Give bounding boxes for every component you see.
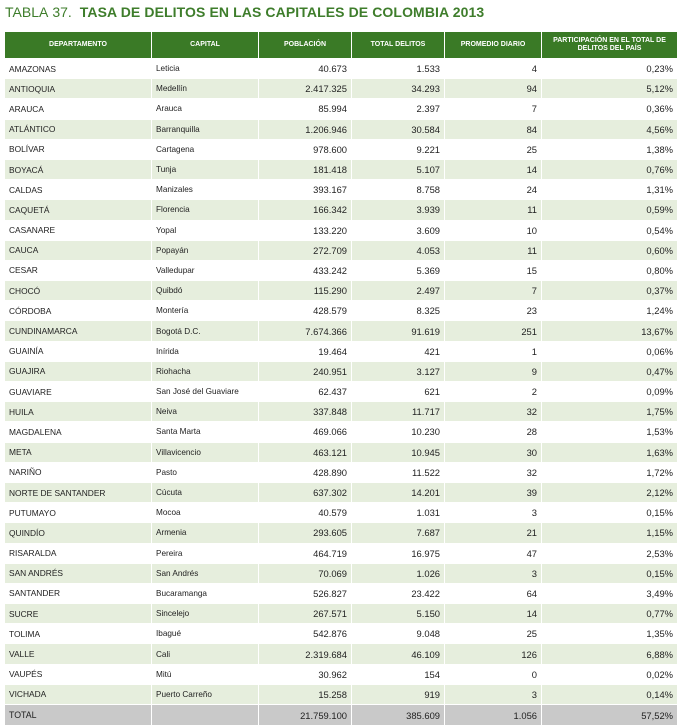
col-header-promedio-diario: PROMEDIO DIARIO [445,32,542,59]
cell-total-delitos: 11.717 [352,402,445,422]
cell-poblacion: 1.206.946 [259,119,352,139]
col-header-poblacion: POBLACIÓN [259,32,352,59]
cell-capital: Puerto Carreño [152,684,259,704]
cell-departamento: SUCRE [5,604,152,624]
cell-promedio-diario: 25 [445,139,542,159]
cell-poblacion: 337.848 [259,402,352,422]
table-row [5,99,678,119]
table-row [5,664,678,684]
cell-total-delitos: 1.026 [352,563,445,583]
cell-poblacion: 2.319.684 [259,644,352,664]
total-promedio: 1.056 [445,705,542,726]
title-prefix: TABLA [5,4,49,20]
cell-total-delitos: 621 [352,382,445,402]
cell-total-delitos: 154 [352,664,445,684]
cell-poblacion: 181.418 [259,159,352,179]
table-row [5,604,678,624]
cell-promedio-diario: 47 [445,543,542,563]
cell-total-delitos: 1.533 [352,59,445,79]
cell-participacion: 1,35% [542,624,678,644]
cell-participacion: 6,88% [542,644,678,664]
table-row [5,482,678,502]
cell-total-delitos: 5.369 [352,260,445,280]
cell-participacion: 0,06% [542,341,678,361]
cell-promedio-diario: 126 [445,644,542,664]
cell-promedio-diario: 3 [445,563,542,583]
cell-poblacion: 40.579 [259,503,352,523]
cell-promedio-diario: 94 [445,79,542,99]
cell-departamento: ARAUCA [5,99,152,119]
table-row [5,180,678,200]
table-row [5,139,678,159]
table-row [5,644,678,664]
cell-departamento: BOLÍVAR [5,139,152,159]
cell-total-delitos: 3.609 [352,220,445,240]
cell-total-delitos: 3.127 [352,361,445,381]
cell-poblacion: 19.464 [259,341,352,361]
cell-promedio-diario: 0 [445,664,542,684]
cell-participacion: 5,12% [542,79,678,99]
cell-capital: Cartagena [152,139,259,159]
cell-total-delitos: 5.150 [352,604,445,624]
cell-total-delitos: 3.939 [352,200,445,220]
cell-promedio-diario: 14 [445,604,542,624]
cell-capital: Sincelejo [152,604,259,624]
cell-total-delitos: 91.619 [352,321,445,341]
cell-departamento: CAUCA [5,240,152,260]
cell-promedio-diario: 23 [445,301,542,321]
table-row [5,240,678,260]
cell-poblacion: 272.709 [259,240,352,260]
cell-participacion: 0,15% [542,503,678,523]
cell-promedio-diario: 4 [445,59,542,79]
cell-participacion: 4,56% [542,119,678,139]
cell-promedio-diario: 25 [445,624,542,644]
cell-departamento: HUILA [5,402,152,422]
cell-departamento: GUAJIRA [5,361,152,381]
table-row [5,503,678,523]
cell-total-delitos: 421 [352,341,445,361]
cell-departamento: GUAVIARE [5,382,152,402]
cell-promedio-diario: 14 [445,159,542,179]
cell-total-delitos: 9.221 [352,139,445,159]
cell-departamento: NARIÑO [5,462,152,482]
table-row [5,260,678,280]
cell-capital: Valledupar [152,260,259,280]
cell-poblacion: 267.571 [259,604,352,624]
cell-promedio-diario: 3 [445,684,542,704]
cell-departamento: AMAZONAS [5,59,152,79]
cell-capital: Santa Marta [152,422,259,442]
table-row [5,422,678,442]
table-row [5,624,678,644]
cell-participacion: 1,31% [542,180,678,200]
total-delitos: 385.609 [352,705,445,726]
cell-total-delitos: 2.497 [352,281,445,301]
cell-total-delitos: 8.325 [352,301,445,321]
cell-promedio-diario: 28 [445,422,542,442]
cell-capital: Barranquilla [152,119,259,139]
cell-promedio-diario: 7 [445,281,542,301]
cell-capital: Pereira [152,543,259,563]
table-row [5,200,678,220]
table-row [5,220,678,240]
cell-promedio-diario: 10 [445,220,542,240]
cell-promedio-diario: 7 [445,99,542,119]
cell-departamento: VICHADA [5,684,152,704]
cell-participacion: 3,49% [542,583,678,603]
total-poblacion: 21.759.100 [259,705,352,726]
cell-capital: Popayán [152,240,259,260]
cell-departamento: CAQUETÁ [5,200,152,220]
cell-departamento: CHOCÓ [5,281,152,301]
cell-participacion: 1,15% [542,523,678,543]
title-text: TASA DE DELITOS EN LAS CAPITALES DE COLOMBIA 2013 [79,4,485,20]
table-row [5,59,678,79]
cell-capital: Riohacha [152,361,259,381]
cell-participacion: 1,38% [542,139,678,159]
cell-departamento: META [5,442,152,462]
cell-promedio-diario: 15 [445,260,542,280]
cell-departamento: TOLIMA [5,624,152,644]
total-capital [152,705,259,726]
table-row [5,301,678,321]
cell-participacion: 1,72% [542,462,678,482]
col-header-total-delitos: TOTAL DELITOS [352,32,445,59]
cell-poblacion: 393.167 [259,180,352,200]
cell-participacion: 2,12% [542,482,678,502]
cell-poblacion: 526.827 [259,583,352,603]
table-row [5,159,678,179]
cell-total-delitos: 4.053 [352,240,445,260]
table-row [5,684,678,704]
cell-promedio-diario: 11 [445,200,542,220]
cell-departamento: CASANARE [5,220,152,240]
cell-departamento: CUNDINAMARCA [5,321,152,341]
cell-participacion: 0,59% [542,200,678,220]
cell-poblacion: 542.876 [259,624,352,644]
cell-total-delitos: 9.048 [352,624,445,644]
cell-total-delitos: 34.293 [352,79,445,99]
cell-promedio-diario: 32 [445,462,542,482]
cell-participacion: 0,36% [542,99,678,119]
cell-total-delitos: 10.230 [352,422,445,442]
cell-total-delitos: 46.109 [352,644,445,664]
cell-departamento: NORTE DE SANTANDER [5,482,152,502]
cell-poblacion: 166.342 [259,200,352,220]
cell-departamento: CESAR [5,260,152,280]
cell-capital: Cali [152,644,259,664]
cell-promedio-diario: 30 [445,442,542,462]
cell-poblacion: 7.674.366 [259,321,352,341]
cell-participacion: 0,09% [542,382,678,402]
table-row [5,281,678,301]
cell-poblacion: 428.890 [259,462,352,482]
cell-total-delitos: 7.687 [352,523,445,543]
cell-participacion: 0,54% [542,220,678,240]
cell-participacion: 1,75% [542,402,678,422]
table-title [5,2,484,26]
cell-capital: Mocoa [152,503,259,523]
cell-participacion: 0,15% [542,563,678,583]
cell-capital: Villavicencio [152,442,259,462]
cell-capital: Pasto [152,462,259,482]
cell-poblacion: 433.242 [259,260,352,280]
table-row [5,543,678,563]
cell-poblacion: 85.994 [259,99,352,119]
cell-capital: Inírida [152,341,259,361]
cell-poblacion: 637.302 [259,482,352,502]
cell-promedio-diario: 9 [445,361,542,381]
col-header-capital: CAPITAL [152,32,259,59]
cell-promedio-diario: 2 [445,382,542,402]
cell-total-delitos: 23.422 [352,583,445,603]
total-participacion: 57,52% [542,705,678,726]
table-row [5,583,678,603]
cell-total-delitos: 5.107 [352,159,445,179]
cell-poblacion: 62.437 [259,382,352,402]
cell-capital: Bucaramanga [152,583,259,603]
cell-promedio-diario: 32 [445,402,542,422]
cell-capital: Quibdó [152,281,259,301]
cell-departamento: PUTUMAYO [5,503,152,523]
cell-total-delitos: 10.945 [352,442,445,462]
cell-participacion: 1,53% [542,422,678,442]
cell-capital: Tunja [152,159,259,179]
table-row [5,341,678,361]
cell-capital: Bogotá D.C. [152,321,259,341]
cell-participacion: 0,02% [542,664,678,684]
cell-participacion: 0,80% [542,260,678,280]
table-row [5,321,678,341]
total-row [5,705,678,726]
cell-participacion: 2,53% [542,543,678,563]
cell-promedio-diario: 11 [445,240,542,260]
col-header-departamento: DEPARTAMENTO [5,32,152,59]
cell-total-delitos: 14.201 [352,482,445,502]
cell-departamento: VAUPÉS [5,664,152,684]
cell-departamento: SANTANDER [5,583,152,603]
cell-poblacion: 428.579 [259,301,352,321]
cell-departamento: VALLE [5,644,152,664]
cell-promedio-diario: 24 [445,180,542,200]
table-row [5,402,678,422]
cell-poblacion: 133.220 [259,220,352,240]
cell-participacion: 0,60% [542,240,678,260]
cell-poblacion: 240.951 [259,361,352,381]
cell-total-delitos: 2.397 [352,99,445,119]
cell-capital: Montería [152,301,259,321]
cell-departamento: RISARALDA [5,543,152,563]
cell-capital: Manizales [152,180,259,200]
cell-capital: Leticia [152,59,259,79]
cell-total-delitos: 16.975 [352,543,445,563]
cell-total-delitos: 8.758 [352,180,445,200]
cell-capital: Florencia [152,200,259,220]
cell-poblacion: 115.290 [259,281,352,301]
col-header-participacion: PARTICIPACIÓN EN EL TOTAL DE DELITOS DEL PAÍS [542,32,678,59]
cell-poblacion: 464.719 [259,543,352,563]
cell-departamento: QUINDÍO [5,523,152,543]
cell-capital: San José del Guaviare [152,382,259,402]
cell-departamento: SAN ANDRÉS [5,563,152,583]
cell-departamento: CALDAS [5,180,152,200]
cell-capital: Yopal [152,220,259,240]
cell-promedio-diario: 64 [445,583,542,603]
cell-total-delitos: 919 [352,684,445,704]
table-row [5,382,678,402]
table-row [5,361,678,381]
cell-poblacion: 15.258 [259,684,352,704]
cell-poblacion: 30.962 [259,664,352,684]
cell-poblacion: 463.121 [259,442,352,462]
cell-capital: Cúcuta [152,482,259,502]
cell-promedio-diario: 1 [445,341,542,361]
cell-participacion: 13,67% [542,321,678,341]
cell-poblacion: 469.066 [259,422,352,442]
table-row [5,523,678,543]
cell-participacion: 0,37% [542,281,678,301]
cell-capital: San Andrés [152,563,259,583]
cell-total-delitos: 1.031 [352,503,445,523]
table-row [5,563,678,583]
cell-total-delitos: 30.584 [352,119,445,139]
cell-participacion: 0,47% [542,361,678,381]
cell-poblacion: 2.417.325 [259,79,352,99]
cell-departamento: ATLÁNTICO [5,119,152,139]
cell-capital: Mitú [152,664,259,684]
cell-capital: Neiva [152,402,259,422]
crime-rate-table [4,31,678,726]
cell-departamento: MAGDALENA [5,422,152,442]
cell-departamento: BOYACÁ [5,159,152,179]
cell-participacion: 0,76% [542,159,678,179]
total-label: TOTAL [5,705,152,726]
cell-participacion: 0,14% [542,684,678,704]
header-row [5,32,678,59]
table-row [5,462,678,482]
cell-participacion: 0,23% [542,59,678,79]
cell-promedio-diario: 39 [445,482,542,502]
cell-capital: Ibagué [152,624,259,644]
cell-capital: Medellín [152,79,259,99]
cell-promedio-diario: 251 [445,321,542,341]
table-row [5,442,678,462]
cell-promedio-diario: 3 [445,503,542,523]
cell-promedio-diario: 21 [445,523,542,543]
cell-participacion: 1,63% [542,442,678,462]
cell-promedio-diario: 84 [445,119,542,139]
cell-poblacion: 40.673 [259,59,352,79]
cell-departamento: CÓRDOBA [5,301,152,321]
cell-poblacion: 70.069 [259,563,352,583]
cell-capital: Arauca [152,99,259,119]
table-row [5,79,678,99]
table-row [5,119,678,139]
cell-departamento: ANTIOQUIA [5,79,152,99]
cell-total-delitos: 11.522 [352,462,445,482]
cell-poblacion: 978.600 [259,139,352,159]
cell-departamento: GUAINÍA [5,341,152,361]
cell-capital: Armenia [152,523,259,543]
title-number: 37. [52,4,72,20]
cell-participacion: 0,77% [542,604,678,624]
cell-participacion: 1,24% [542,301,678,321]
cell-poblacion: 293.605 [259,523,352,543]
